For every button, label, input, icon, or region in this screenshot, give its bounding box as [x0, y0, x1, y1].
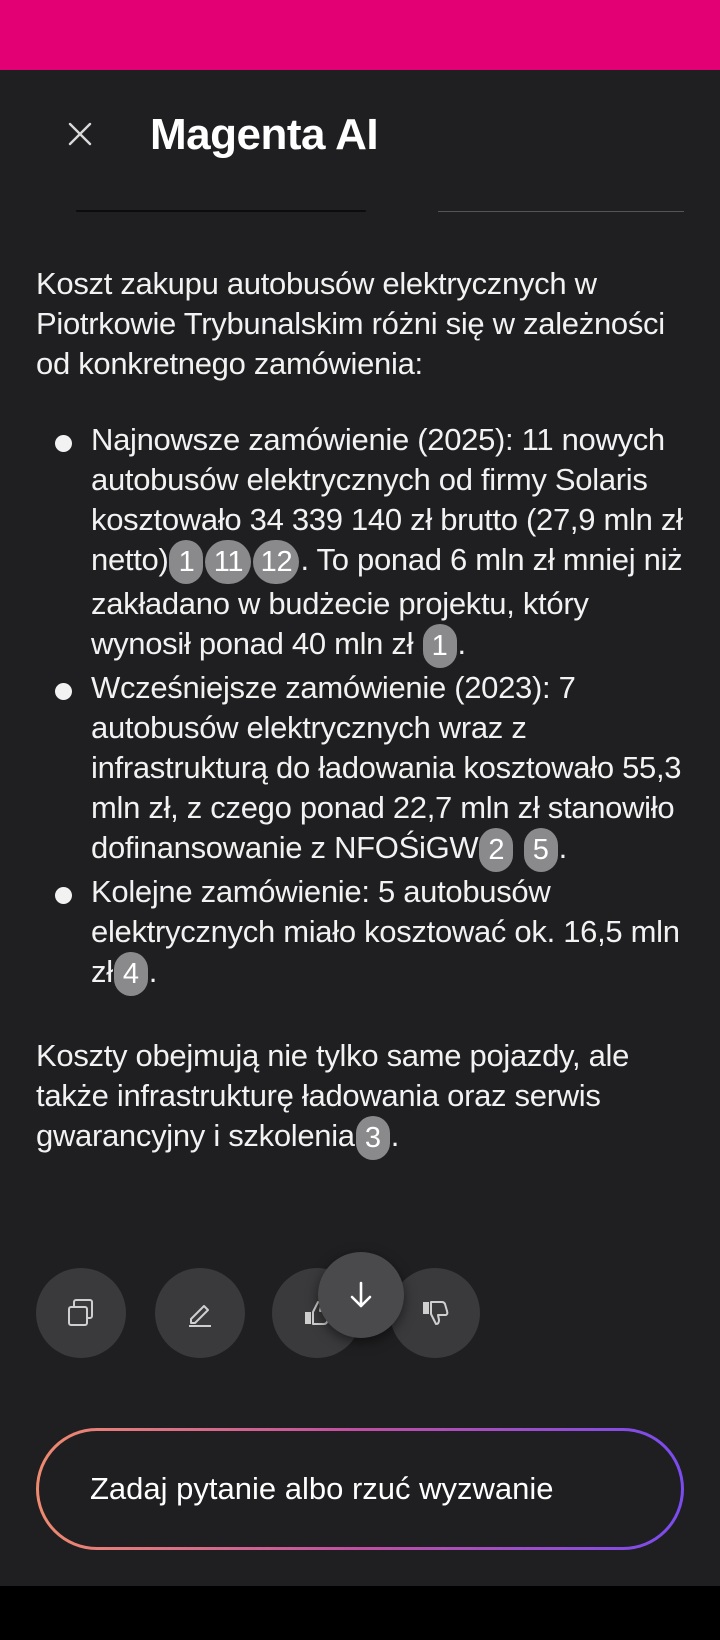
- edit-icon: [183, 1296, 217, 1330]
- status-bar: [0, 0, 720, 70]
- answer-intro: Koszt zakupu autobusów elektrycznych w Piotrkowie Trybunalskim różni się w zależności od konkretnego zamówienia:: [36, 266, 665, 381]
- prompt-input[interactable]: [39, 1431, 681, 1547]
- dislike-button[interactable]: [390, 1268, 480, 1358]
- page-title: Magenta AI: [150, 110, 379, 159]
- arrow-down-icon: [345, 1279, 377, 1311]
- citation-badge[interactable]: 11: [205, 540, 251, 584]
- prompt-placeholder: Zadaj pytanie albo rzuć wyzwanie: [90, 1471, 554, 1506]
- answer-list: [36, 420, 686, 996]
- bullet-icon: [55, 887, 72, 904]
- citation-badge[interactable]: 12: [253, 540, 299, 584]
- divider: [76, 210, 366, 212]
- thumbs-down-icon: [418, 1296, 452, 1330]
- citation-badge[interactable]: 3: [356, 1116, 390, 1160]
- close-icon: [67, 121, 93, 147]
- list-item: Kolejne zamówienie: 5 autobusów elektrycznych miało kosztować ok. 16,5 mln zł 4 .: [36, 872, 686, 996]
- copy-button[interactable]: [36, 1268, 126, 1358]
- copy-icon: [64, 1296, 98, 1330]
- prompt-input-frame: [36, 1428, 684, 1550]
- citation-badge[interactable]: 1: [423, 624, 457, 668]
- navigation-bar: [0, 1586, 720, 1640]
- citation-badge[interactable]: 4: [114, 952, 148, 996]
- bullet-icon: [55, 683, 72, 700]
- divider: [438, 211, 684, 212]
- citation-badge[interactable]: 5: [524, 828, 558, 872]
- close-button[interactable]: [58, 112, 102, 156]
- edit-button[interactable]: [155, 1268, 245, 1358]
- list-item: Wcześniejsze zamówienie (2023): 7 autobusów elektrycznych wraz z infrastrukturą do ładowania kosztowało 55,3 mln zł, z czego ponad 22,7 mln zł stanowiło dofinansowanie z NFOŚiGW 2 5 .: [36, 668, 686, 872]
- citation-badge[interactable]: 1: [169, 540, 203, 584]
- list-item: Najnowsze zamówienie (2025): 11 nowych autobusów elektrycznych od firmy Solaris kosztowało 34 339 140 zł brutto (27,9 mln zł netto) 1 11 12 . To ponad 6 mln zł mniej niż zakładano w budżecie projektu, który wynosił ponad 40 mln zł 1 .: [36, 420, 686, 668]
- scroll-down-button[interactable]: [318, 1252, 404, 1338]
- bullet-icon: [55, 435, 72, 452]
- answer-content: [36, 264, 686, 1160]
- citation-badge[interactable]: 2: [479, 828, 513, 872]
- answer-outro: Koszty obejmują nie tylko same pojazdy, ale także infrastrukturę ładowania oraz serwis gwarancyjny i szkolenia 3 .: [36, 1036, 686, 1160]
